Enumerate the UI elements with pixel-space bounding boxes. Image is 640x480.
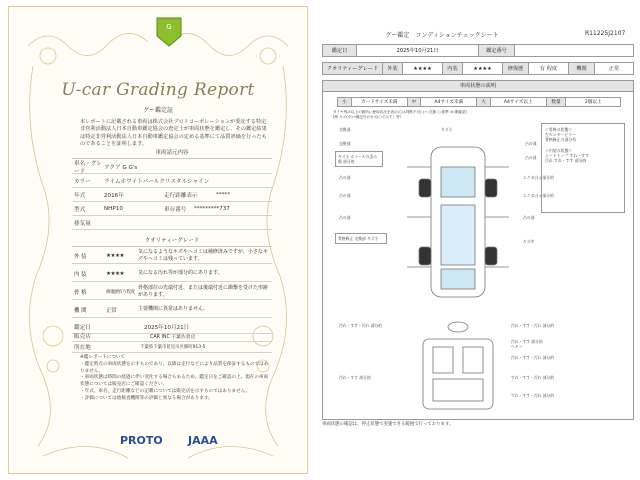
row-value: NHP10 (104, 205, 123, 212)
damage-tag: 汚れ・すす・汚れ 部分的 (511, 323, 555, 328)
damage-tag: 交換部 (339, 141, 351, 146)
grade-stars: 正常 (106, 307, 117, 314)
label: 修復歴 (503, 63, 529, 74)
damage-tag: キズ小 (441, 127, 453, 132)
grade-stars: ★★★★ (106, 270, 125, 277)
damage-tag: 凸の部 (523, 215, 535, 220)
vehicle-row-displacement (72, 216, 272, 230)
certificate-notes: ※鑑レポートについて ・鑑定時点の車両状態を示すものであり、以降は走行などにより品質を保証するものではありません。 ・車両状態は時間の経過に伴い変化する場合もあるため、鑑定日をご確認の上、現在の車両状態については販売店にご確認ください。 ・年式、車名、走行距離などの記載については販売店を示すものではありません。 ・評価については他検査機関等の評価と異なる場合があります。 (80, 355, 269, 401)
vehicle-diagram-box (322, 80, 634, 420)
label: 鑑定番号 (479, 45, 515, 56)
grade-label: 外 装 (74, 253, 87, 260)
vehicle-row-color (72, 174, 272, 188)
sheet-date-row (322, 44, 634, 57)
vehicle-row-year (72, 188, 272, 202)
row-label: 販売店 (74, 334, 91, 340)
sheet-footer-note: 車両状態の確認は、停止状態で実施できる範囲で行っております。 (322, 422, 454, 427)
grade-row-exterior (72, 248, 272, 264)
row-value: 千葉県千葉市花見川区畑町913-5 (140, 345, 206, 350)
sheet-code: R11225J2107 (585, 30, 626, 37)
damage-tag: キズ小 ホイールの歪み 傷 部分的 (335, 151, 383, 167)
damage-tag: エクボ(小) 部分的 (523, 175, 554, 180)
sheet-title: グー鑑定 コンディションチェックシート (385, 32, 499, 39)
legend-key: 数量 (547, 98, 567, 106)
legend-key: 小 (338, 98, 352, 106)
row-label: 型式 (74, 206, 86, 213)
row-value: アクア G G's (104, 164, 138, 171)
goo-appraisal-badge-icon (155, 16, 183, 48)
damage-tag: 汚れ・すす・汚れ 部分的 (511, 355, 555, 360)
jaaa-logo: JAAA (188, 434, 218, 447)
row-value: 2025年10月21日 (144, 324, 190, 331)
row-extra-value: *********737 (194, 205, 230, 212)
svg-text:G: G (166, 23, 172, 31)
size-legend (337, 97, 621, 107)
vehicle-row-model (72, 202, 272, 216)
row-label: 車名・グレード (74, 160, 102, 175)
row-label: 所在地 (74, 345, 91, 351)
vehicle-section-title: 車両請元内容 (72, 148, 272, 159)
damage-tag: 凸の部 (525, 141, 537, 146)
grade-stars: ★★★★ (106, 252, 125, 259)
row-value: CAR INC 千葉佐倉店 (150, 334, 196, 340)
diagram-title: 車両状態の説明 (323, 81, 633, 92)
row-label: 鑑定日 (74, 324, 91, 331)
grade-label: 骨 格 (74, 289, 87, 296)
grade-desc: 主要機関に異常はありません。 (138, 306, 209, 313)
row-extra-label: 車台番号 (164, 206, 187, 213)
row-label: 排気量 (74, 220, 91, 227)
grade-row-interior (72, 266, 272, 282)
sheet-grade-row (322, 62, 634, 75)
value (515, 45, 633, 56)
damage-tag: 骨格修正 交換部 キズ小 (335, 233, 387, 244)
legend-value: A4サイズ以上 (491, 98, 547, 106)
value: ★★★★ (463, 63, 503, 74)
row-label: 年式 (74, 192, 86, 199)
grade-stars: 修復歴有り程度 (106, 289, 135, 295)
value: 正常 (608, 66, 620, 72)
row-extra-value: ***** (216, 191, 230, 198)
damage-tag: キズ中 (523, 239, 535, 244)
damage-tag: 凸の部 (339, 175, 351, 180)
dealer-row (72, 331, 272, 342)
grading-certificate (8, 6, 308, 474)
grade-desc: 気になるようなキズやヘコミは補修済みですが、小さなキズやヘコミは残っています。 (138, 248, 268, 262)
grade-row-engine (72, 302, 272, 318)
label: 外装 (383, 63, 403, 74)
damage-tag: 汚れ・すす・汚れ 部分的 (339, 323, 383, 328)
legend-key: 中 (408, 98, 422, 106)
label: 鑑定日 (323, 45, 357, 56)
legend-value: A4サイズ未満 (421, 98, 477, 106)
label: 機関 (569, 63, 595, 74)
grade-label: 機 関 (74, 307, 87, 314)
damage-tag: すれ・すす・汚れ 部分的 (511, 375, 555, 380)
grade-desc: 気になる汚れ等が部分的にあります。 (138, 270, 223, 277)
row-value: ライムホワイトパールクリスタルシャイン (104, 178, 210, 185)
legend-value: 2個以上 (584, 100, 602, 105)
condition-notes-box: ＜骨格の状態＞ 左センターピラー 骨格修正の部分有 ＜内装の状態＞ シートトップ すれ・すす 汚れ すれ・すす 部分的 (541, 123, 625, 213)
label: 内装 (443, 63, 463, 74)
grade-label: 内 装 (74, 271, 87, 278)
value: ★★★★ (403, 63, 443, 74)
quality-section-title: クオリティーグレード (72, 236, 272, 247)
damage-tag: 汚れ・すす 部分的 (339, 375, 371, 380)
report-subtitle: グー鑑定証 (142, 107, 173, 114)
report-title: U-car Grading Report (61, 80, 255, 100)
address-row (72, 342, 272, 353)
legend-note: タイヤ残は以上の箇所に使用状況を表示(○は判断不可) (ヘ:交換 ○:基準 ゆ:要確認) (例 キズ(小)→傷記号のキズ(○で示す）等） (333, 110, 467, 119)
damage-tag: 凸の部 (525, 155, 537, 160)
vehicle-row-name (72, 160, 272, 174)
damage-tag: 汚れ・すす 部分的 ヘタリ (511, 339, 543, 349)
row-value: 2016年 (104, 192, 124, 199)
grade-desc: 骨格部位の先端付近、または後端付近に衝撃を受けた形跡があります。 (138, 284, 269, 298)
certificate-intro: 本レポートに記載される車両は株式会社プロトコーポレーションが委託する特定非営利活動法人日本自動車鑑定協会の査定士が車両状態を鑑定し、その鑑定結果は特定非営利活動法人日本自動車鑑定協会の定める基準にて品質評価を行ったものであることを証明します。 (80, 119, 267, 148)
value: 2025年10月21日 (357, 45, 479, 56)
value: 有 程度 (529, 63, 569, 74)
row-extra-label: 走行距離表示 (164, 192, 198, 199)
legend-value: カードサイズ未満 (352, 98, 408, 106)
grade-row-frame (72, 284, 272, 300)
damage-tag: 凸の部 (339, 215, 351, 220)
legend-key: 大 (477, 98, 491, 106)
damage-tag: 交換部 (339, 127, 351, 132)
damage-tag: 凸の部 (339, 193, 351, 198)
row-label: カラー (74, 178, 91, 185)
damage-tag: すれ・すす・汚れ 部分的 (511, 393, 555, 398)
proto-logo: PROTO (120, 434, 163, 447)
label: クオリティーグレード (323, 63, 383, 74)
car-top-view-diagram (393, 127, 523, 417)
damage-tag: エクボ(小) 部分的 (523, 193, 554, 198)
